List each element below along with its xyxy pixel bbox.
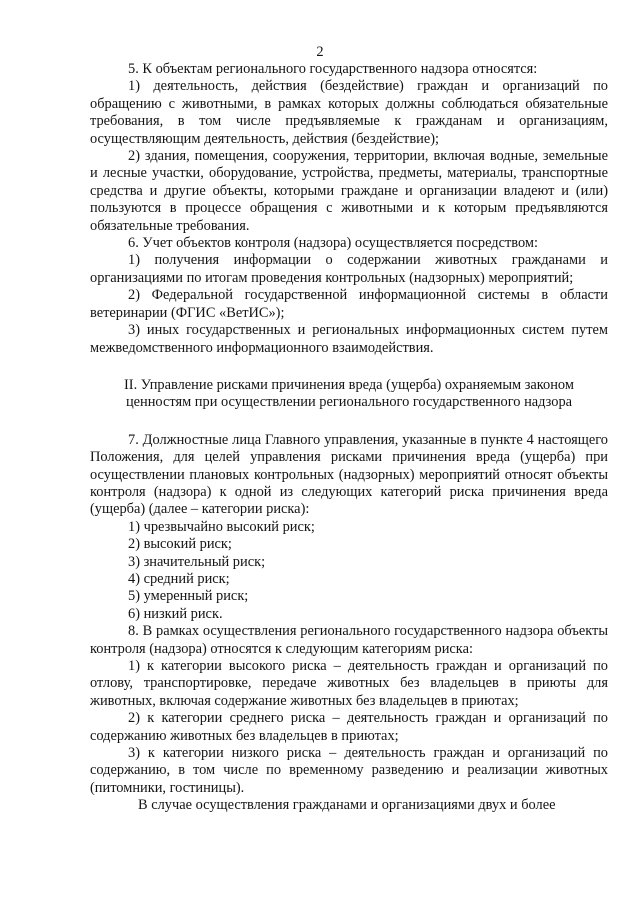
paragraph-5-item-2: 2) здания, помещения, сооружения, территории, включая водные, земельные и лесные участки, оборудование, устройства, предметы, материалы, транспортные средства и другие объекты, которыми граждане и организации владеют и (или) пользуются в процессе обращения с животными и к которым предъявляются обязательные требования. — [90, 148, 608, 234]
section-heading-line-1: II. Управление рисками причинения вреда (ущерба) охраняемым законом — [124, 376, 574, 393]
paragraph-6-item-1: 1) получения информации о содержании животных гражданами и организациями по итогам проведения контрольных (надзорных) мероприятий; — [90, 252, 608, 286]
risk-list-item: 3) значительный риск; — [128, 553, 266, 570]
paragraph-7: 7. Должностные лица Главного управления, указанные в пункте 4 настоящего Положения, для целей управления рисками причинения вреда (ущерба) при осуществлении плановых контрольных (надзорных) мероприятий относят объекты контроля (надзора) к одной из следующих категорий риска причинения вреда (ущерба) (далее – категории риска): — [90, 431, 608, 518]
paragraph-5-item-1: 1) деятельность, действия (бездействие) граждан и организаций по обращению с животными, в рамках которых должны соблюдаться обязательные требования, в том числе предъявляемые к гражданам и организациям, осуществляющим деятельность, действия (бездействие); — [90, 78, 608, 147]
risk-list-item: 5) умеренный риск; — [128, 588, 249, 605]
paragraph-final: В случае осуществления гражданами и организациями двух и более — [138, 797, 556, 814]
paragraph-8-heading: 8. В рамках осуществления регионального государственного надзора объекты контроля (надзора) относятся к следующим категориям риска: — [90, 623, 608, 657]
document-body — [90, 61, 608, 815]
paragraph-8-item-1: 1) к категории высокого риска – деятельность граждан и организаций по отлову, транспортировке, передаче животных без владельцев в приюты для животных, включая содержание животных без владельцев в приютах; — [90, 658, 608, 709]
risk-list-item: 1) чрезвычайно высокий риск; — [128, 518, 315, 535]
risk-list-item: 4) средний риск; — [128, 570, 230, 587]
section-heading — [90, 377, 608, 412]
page-number: 2 — [316, 44, 324, 60]
risk-list-item: 6) низкий риск. — [128, 605, 223, 622]
paragraph-6-item-3: 3) иных государственных и региональных информационных систем путем межведомственного информационного взаимодействия. — [90, 322, 608, 356]
paragraph-8-item-2: 2) к категории среднего риска – деятельность граждан и организаций по содержанию животных без владельцев в приютах; — [90, 710, 608, 744]
section-heading-line-2: ценностям при осуществлении регионального государственного надзора — [125, 394, 573, 411]
paragraph-8-item-3: 3) к категории низкого риска – деятельность граждан и организаций по содержанию, в том числе по временному разведению и реализации животных (питомники, гостиницы). — [90, 745, 608, 796]
paragraph-6-heading: 6. Учет объектов контроля (надзора) осуществляется посредством: — [128, 235, 538, 252]
paragraph-6-item-2: 2) Федеральной государственной информационной системы в области ветеринарии (ФГИС «ВетИС»); — [90, 287, 608, 321]
risk-list-item: 2) высокий риск; — [128, 536, 232, 553]
paragraph-5-heading: 5. К объектам регионального государственного надзора относятся: — [128, 61, 538, 77]
